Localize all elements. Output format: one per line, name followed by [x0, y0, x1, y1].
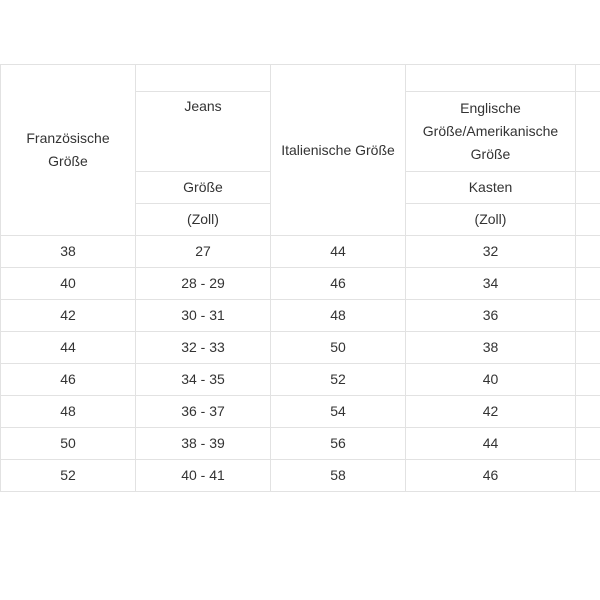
italian-size-cell: 50	[271, 332, 406, 364]
empty-cell	[576, 236, 600, 268]
empty-cell	[576, 396, 600, 428]
table-row	[1, 460, 600, 492]
table-row	[1, 268, 600, 300]
jeans-size-cell: 38 - 39	[136, 428, 271, 460]
header-empty-cell	[576, 172, 600, 204]
jeans-size-cell: 40 - 41	[136, 460, 271, 492]
jeans-size-cell: 27	[136, 236, 271, 268]
english-size-cell: 36	[406, 300, 576, 332]
table-row	[1, 332, 600, 364]
table-row	[1, 428, 600, 460]
table-row	[1, 236, 600, 268]
jeans-size-cell: 28 - 29	[136, 268, 271, 300]
italian-size-cell: 48	[271, 300, 406, 332]
italian-size-cell: 56	[271, 428, 406, 460]
table-row	[1, 300, 600, 332]
header-chest: Kasten	[406, 172, 576, 204]
header-jeans-unit: (Zoll)	[136, 204, 271, 236]
header-french-size: Französische Größe	[1, 65, 136, 236]
french-size-cell: 50	[1, 428, 136, 460]
empty-cell	[576, 364, 600, 396]
english-size-cell: 40	[406, 364, 576, 396]
english-size-cell: 44	[406, 428, 576, 460]
italian-size-cell: 44	[271, 236, 406, 268]
italian-size-cell: 52	[271, 364, 406, 396]
english-size-cell: 38	[406, 332, 576, 364]
empty-cell	[576, 460, 600, 492]
french-size-cell: 38	[1, 236, 136, 268]
italian-size-cell: 46	[271, 268, 406, 300]
italian-size-cell: 58	[271, 460, 406, 492]
header-jeans-size: Größe	[136, 172, 271, 204]
english-size-cell: 46	[406, 460, 576, 492]
header-empty-cell	[576, 204, 600, 236]
header-empty-cell	[576, 92, 600, 172]
french-size-cell: 46	[1, 364, 136, 396]
french-size-cell: 42	[1, 300, 136, 332]
header-empty-cell	[136, 65, 271, 92]
header-row	[1, 65, 600, 92]
french-size-cell: 40	[1, 268, 136, 300]
english-size-cell: 32	[406, 236, 576, 268]
jeans-size-cell: 30 - 31	[136, 300, 271, 332]
header-english-american-size: Englische Größe/Amerikanische Größe	[406, 92, 576, 172]
header-empty-cell	[406, 65, 576, 92]
italian-size-cell: 54	[271, 396, 406, 428]
header-italian-size: Italienische Größe	[271, 65, 406, 236]
header-empty-cell	[576, 65, 600, 92]
english-size-cell: 42	[406, 396, 576, 428]
french-size-cell: 48	[1, 396, 136, 428]
jeans-size-cell: 32 - 33	[136, 332, 271, 364]
empty-cell	[576, 268, 600, 300]
french-size-cell: 52	[1, 460, 136, 492]
header-chest-unit: (Zoll)	[406, 204, 576, 236]
size-table	[0, 64, 600, 492]
empty-cell	[576, 428, 600, 460]
size-chart	[0, 64, 600, 492]
table-row	[1, 396, 600, 428]
empty-cell	[576, 332, 600, 364]
french-size-cell: 44	[1, 332, 136, 364]
empty-cell	[576, 300, 600, 332]
header-jeans: Jeans	[136, 92, 271, 172]
jeans-size-cell: 36 - 37	[136, 396, 271, 428]
table-row	[1, 364, 600, 396]
jeans-size-cell: 34 - 35	[136, 364, 271, 396]
english-size-cell: 34	[406, 268, 576, 300]
